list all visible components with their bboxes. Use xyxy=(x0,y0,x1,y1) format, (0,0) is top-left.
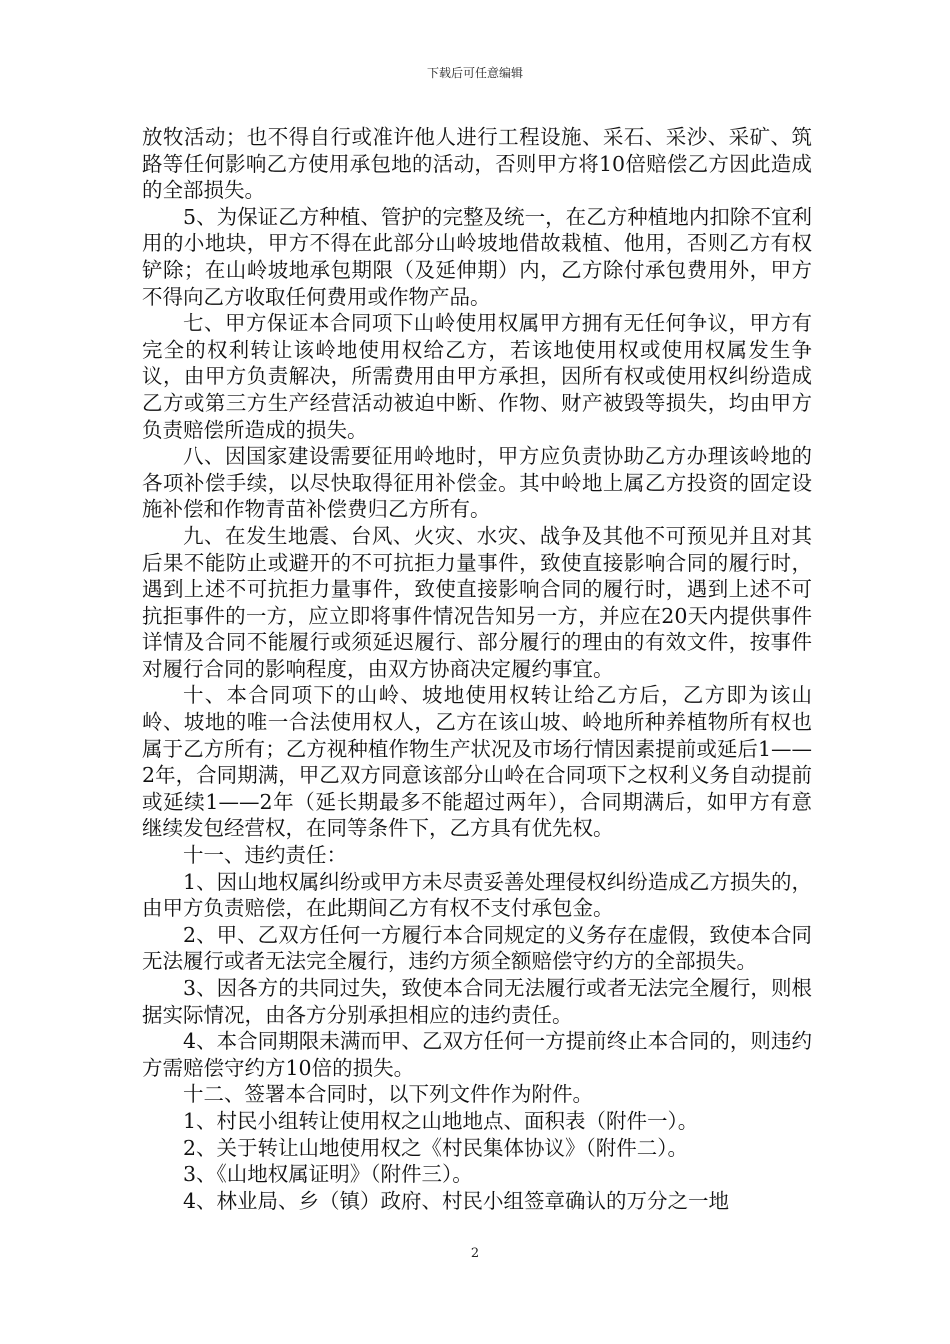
paragraph-continuation: 放牧活动；也不得自行或准许他人进行工程设施、采石、采沙、采矿、筑路等任何影响乙方使用承包地的活动，否则甲方将10倍赔偿乙方因此造成的全部损失。 xyxy=(142,125,812,203)
paragraph-attachment-2: 2、关于转让山地使用权之《村民集体协议》（附件二）。 xyxy=(183,1135,689,1160)
paragraph-article-9: 九、在发生地震、台风、火灾、水灾、战争及其他不可预见并且对其后果不能防止或避开的不可抗拒力量事件，致使直接影响合同的履行时，遇到上述不可抗拒力量事件，致使直接影响合同的履行时，遇到上述不可抗拒事件的一方，应立即将事件情况告知另一方，并应在20天内提供事件详情及合同不能履行或须延迟履行、部分履行的理由的有效文件，按事件对履行合同的影响程度，由双方协商决定履约事宜。 xyxy=(142,523,812,681)
paragraph-breach-4: 4、本合同期限未满而甲、乙双方任何一方提前终止本合同的，则违约方需赔偿守约方10倍的损失。 xyxy=(142,1029,812,1080)
paragraph-attachment-3: 3、《山地权属证明》（附件三）。 xyxy=(183,1162,473,1187)
paragraph-clause-5: 5、为保证乙方种植、管护的完整及统一，在乙方种植地内扣除不宜利用的小地块，甲方不得在此部分山岭坡地借故栽植、他用，否则乙方有权铲除；在山岭坡地承包期限（及延伸期）内，乙方除付承包费用外，甲方不得向乙方收取任何费用或作物产品。 xyxy=(142,204,812,309)
document-body xyxy=(142,124,812,1214)
page-header: 下载后可任意编辑 xyxy=(426,66,523,80)
paragraph-attachment-4: 4、林业局、乡（镇）政府、村民小组签章确认的万分之一地 xyxy=(183,1188,730,1213)
paragraph-article-10: 十、本合同项下的山岭、坡地使用权转让给乙方后，乙方即为该山岭、坡地的唯一合法使用权人，乙方在该山坡、岭地所种养植物所有权也属于乙方所有；乙方视种植作物生产状况及市场行情因素提前或延后1——2年，合同期满，甲乙双方同意该部分山岭在合同项下之权利义务自动提前或延续1——2年（延长期最多不能超过两年），合同期满后，如甲方有意继续发包经营权，在同等条件下，乙方具有优先权。 xyxy=(142,683,812,841)
paragraph-article-7: 七、甲方保证本合同项下山岭使用权属甲方拥有无任何争议，甲方有完全的权利转让该岭地使用权给乙方，若该地使用权或使用权属发生争议，由甲方负责解决，所需费用由甲方承担，因所有权或使用权纠纷造成乙方或第三方生产经营活动被迫中断、作物、财产被毁等损失，均由甲方负责赔偿所造成的损失。 xyxy=(142,311,812,442)
paragraph-breach-2: 2、甲、乙双方任何一方履行本合同规定的义务存在虚假，致使本合同无法履行或者无法完全履行，违约方须全额赔偿守约方的全部损失。 xyxy=(142,922,812,974)
paragraph-breach-1: 1、因山地权属纠纷或甲方未尽责妥善处理侵权纠纷造成乙方损失的，由甲方负责赔偿，在此期间乙方有权不支付承包金。 xyxy=(142,869,812,921)
paragraph-article-11-heading: 十一、违约责任： xyxy=(183,843,347,868)
paragraph-breach-3: 3、因各方的共同过失，致使本合同无法履行或者无法完全履行，则根据实际情况，由各方分别承担相应的违约责任。 xyxy=(142,976,812,1027)
paragraph-attachment-1: 1、村民小组转让使用权之山地地点、面积表（附件一）。 xyxy=(183,1108,699,1133)
page-number: 2 xyxy=(470,1246,480,1261)
paragraph-article-12-heading: 十二、签署本合同时，以下列文件作为附件。 xyxy=(183,1082,593,1107)
paragraph-article-8: 八、因国家建设需要征用岭地时，甲方应负责协助乙方办理该岭地的各项补偿手续，以尽快取得征用补偿金。其中岭地上属乙方投资的固定设施补偿和作物青苗补偿费归乙方所有。 xyxy=(142,444,812,522)
